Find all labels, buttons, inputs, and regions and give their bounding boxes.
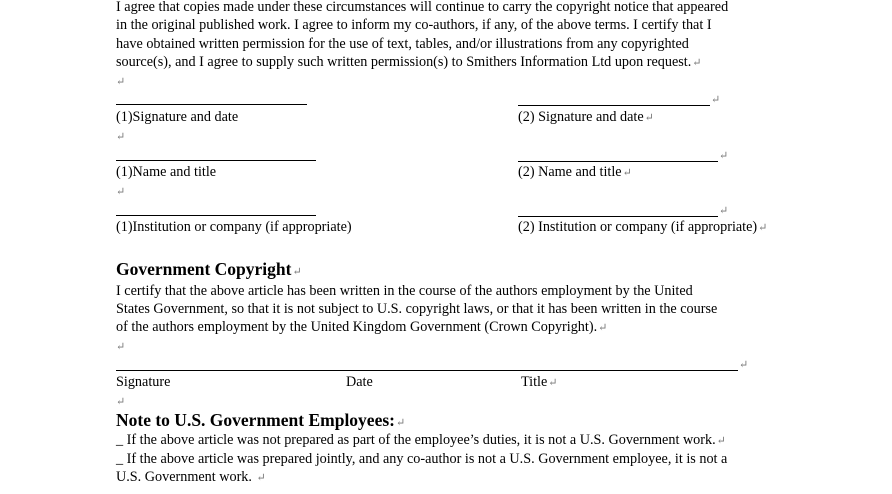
institution-line-1[interactable] <box>116 215 316 216</box>
signature-label-2-text: (2) Signature and date <box>518 109 644 125</box>
gov-line-2: States Government, so that it is not subject to U.S. copyright laws, or that it has been written in the course <box>116 301 718 317</box>
paragraph-mark: ↵ <box>116 131 126 143</box>
intro-line-3: have obtained written permission for the use of text, tables, and/or illustrations from any copyrighted <box>116 36 689 52</box>
institution-label-1: (1)Institution or company (if appropriate) <box>116 219 352 235</box>
note-heading <box>116 410 405 433</box>
intro-line-2: in the original published work. I agree to inform my co-authors, if any, of the above terms. I certify that I <box>116 17 712 33</box>
gov-signature-label: Signature <box>116 374 171 390</box>
gov-line-1: I certify that the above article has been written in the course of the authors employment by the United <box>116 283 693 299</box>
institution-label-2-text: (2) Institution or company (if appropriate) <box>518 219 758 235</box>
gov-signature-line[interactable] <box>116 370 738 371</box>
government-copyright-heading <box>116 259 302 282</box>
name-label-2 <box>518 163 632 182</box>
paragraph-mark: ↵ <box>256 472 266 484</box>
name-line-1[interactable] <box>116 160 316 161</box>
signature-line-1[interactable] <box>116 104 307 105</box>
paragraph-mark: ↵ <box>692 57 702 69</box>
name-label-1: (1)Name and title <box>116 164 217 180</box>
paragraph-mark: ↵ <box>116 76 126 88</box>
note-line-1 <box>116 431 726 450</box>
note-line-3-text: U.S. Government work. <box>116 469 256 485</box>
paragraph-mark: ↵ <box>644 112 654 124</box>
paragraph-mark: ↵ <box>598 322 608 334</box>
paragraph-mark: ↵ <box>548 377 558 389</box>
name-label-2-text: (2) Name and title <box>518 164 622 180</box>
paragraph-mark: ↵ <box>292 266 302 278</box>
intro-line-1: I agree that copies made under these circumstances will continue to carry the copyright notice that appeared <box>116 0 729 15</box>
paragraph-mark: ↵ <box>116 396 126 408</box>
signature-label-1: (1)Signature and date <box>116 109 239 125</box>
signature-label-2 <box>518 108 654 127</box>
name-line-2[interactable] <box>518 161 718 162</box>
note-line-2: _ If the above article was prepared jointly, and any co-author is not a U.S. Government employee, it is not a <box>116 451 728 467</box>
intro-line-4 <box>116 53 701 72</box>
paragraph-mark: ↵ <box>711 94 721 106</box>
gov-date-label: Date <box>346 374 373 390</box>
government-copyright-heading-text: Government Copyright <box>116 259 292 279</box>
paragraph-mark: ↵ <box>622 167 632 179</box>
gov-line-3 <box>116 318 607 337</box>
paragraph-mark: ↵ <box>758 222 768 234</box>
paragraph-mark: ↵ <box>719 150 729 162</box>
paragraph-mark: ↵ <box>116 341 126 353</box>
paragraph-mark: ↵ <box>716 435 726 447</box>
gov-title-label-text: Title <box>521 374 548 390</box>
institution-line-2[interactable] <box>518 216 718 217</box>
note-line-3 <box>116 468 266 487</box>
paragraph-mark: ↵ <box>739 359 749 371</box>
note-line-1-text: _ If the above article was not prepared as part of the employee’s duties, it is not a U.S. Government work. <box>116 432 716 448</box>
intro-line-4-text: source(s), and I agree to supply such written permission(s) to Smithers Information Ltd upon request. <box>116 54 692 70</box>
signature-line-2[interactable] <box>518 105 710 106</box>
paragraph-mark: ↵ <box>719 205 729 217</box>
institution-label-2 <box>518 218 767 237</box>
note-heading-text: Note to U.S. Government Employees: <box>116 410 395 430</box>
gov-line-3-text: of the authors employment by the United Kingdom Government (Crown Copyright). <box>116 319 598 335</box>
paragraph-mark: ↵ <box>395 417 406 429</box>
gov-title-label <box>521 373 558 392</box>
paragraph-mark: ↵ <box>116 186 126 198</box>
